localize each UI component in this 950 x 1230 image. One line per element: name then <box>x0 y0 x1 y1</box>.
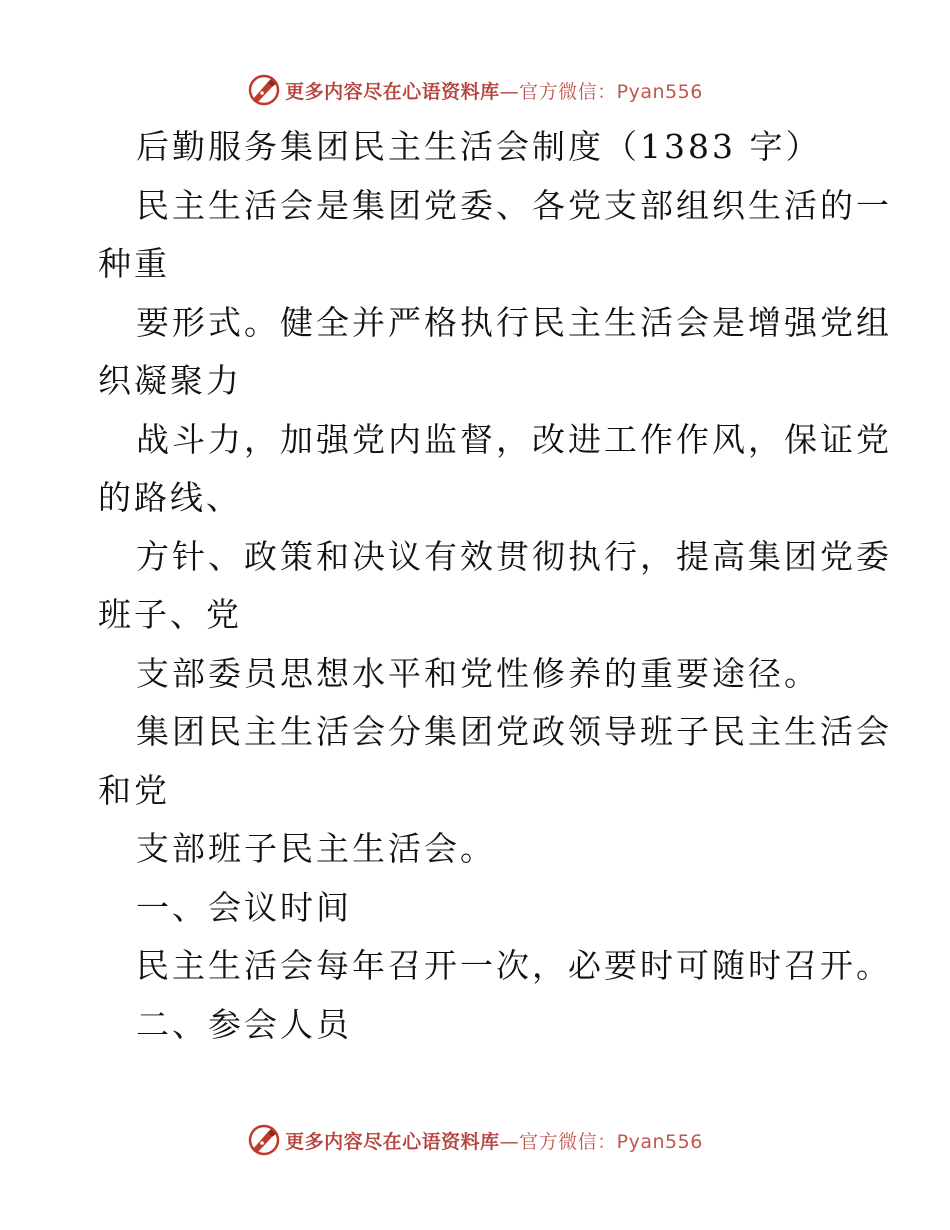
body-line: 的路线、 <box>98 478 242 517</box>
watermark-site-text: 更多内容尽在心语资料库 <box>285 1130 500 1153</box>
body-line: 民主生活会是集团党委、各党支部组织生活的一 <box>136 186 892 225</box>
body-line: 种重 <box>98 244 170 283</box>
body-line: 民主生活会每年召开一次，必要时可随时召开。 <box>136 946 892 985</box>
section-heading: 一、会议时间 <box>136 888 352 927</box>
body-line: 战斗力，加强党内监督，改进工作作风，保证党 <box>136 420 892 459</box>
watermark-contact-text: 官方微信：Pyan556 <box>519 80 703 103</box>
body-line: 要形式。健全并严格执行民主生活会是增强党组 <box>136 303 892 342</box>
body-line: 支部委员思想水平和党性修养的重要途径。 <box>136 654 820 693</box>
section-heading: 二、参会人员 <box>136 1005 352 1044</box>
body-line: 织凝聚力 <box>98 361 242 400</box>
watermark-separator: — <box>499 80 520 103</box>
body-line: 方针、政策和决议有效贯彻执行，提高集团党委 <box>136 537 892 576</box>
watermark-contact-text: 官方微信：Pyan556 <box>519 1130 703 1153</box>
footer-watermark <box>0 1120 950 1160</box>
body-line: 集团民主生活会分集团党政领导班子民主生活会 <box>136 712 892 751</box>
watermark-separator: — <box>499 1130 520 1153</box>
body-line: 和党 <box>98 771 170 810</box>
pen-nib-icon <box>247 1123 281 1157</box>
body-line: 班子、党 <box>98 595 242 634</box>
watermark-site-text: 更多内容尽在心语资料库 <box>285 80 500 103</box>
body-line: 支部班子民主生活会。 <box>136 829 496 868</box>
document-title: 后勤服务集团民主生活会制度（1383 字） <box>136 127 822 166</box>
